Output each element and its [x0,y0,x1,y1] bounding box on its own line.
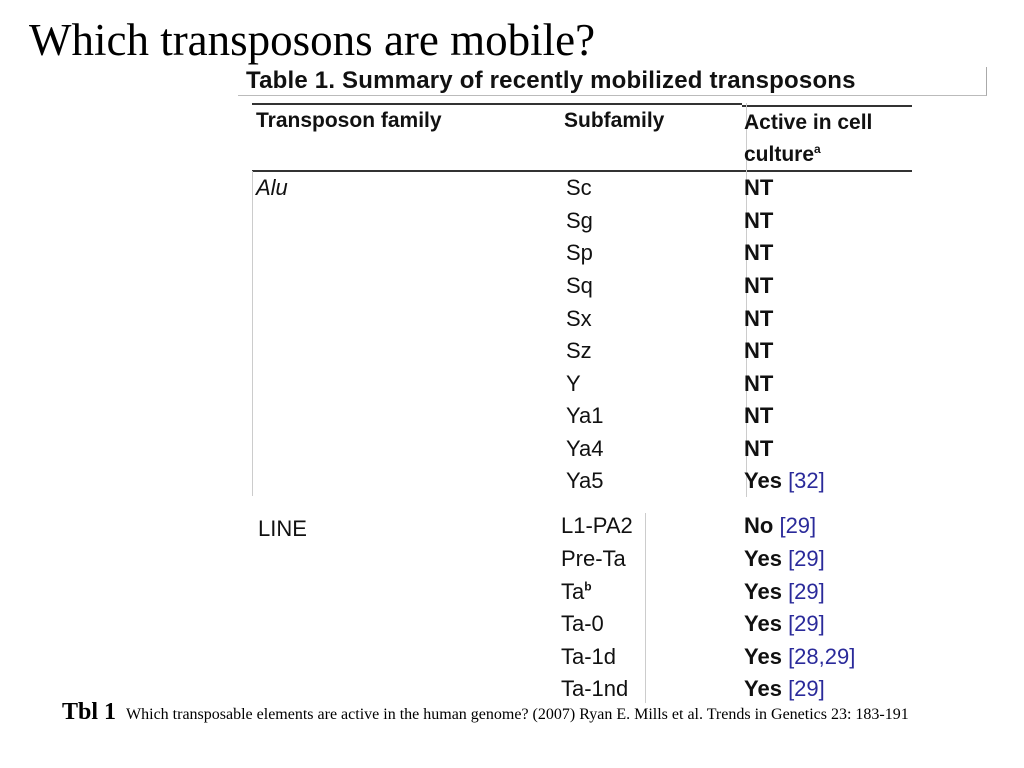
footnote-b: b [584,579,592,594]
subfamily-cell: Sq [566,273,593,298]
active-cell: Yes [32] [744,468,825,493]
header-active-line2: culture [744,143,815,166]
caption-text: Which transposable elements are active in the human genome? (2007) Ryan E. Mills et al. Trends in Genetics 23: 183-191 [126,706,909,723]
transposon-table [238,67,988,707]
citation: [29] [788,676,825,701]
citation: [32] [788,468,825,493]
citation: [29] [788,611,825,636]
subfamily-cell: Sg [566,208,593,233]
family-line: LINE [258,516,307,541]
header-transposon-family: Transposon family [256,109,442,132]
citation: [29] [788,546,825,571]
active-cell: NT [744,306,774,331]
column-divider [252,171,253,496]
caption-label: Tbl 1 [62,699,117,725]
active-cell: NT [744,273,774,298]
active-cell: NT [744,436,774,461]
family-alu: Alu [256,175,288,200]
subfamily-cell: Ta-0 [561,611,604,636]
footnote-a: a [814,142,821,156]
header-active-in-cell-culture [744,107,872,171]
subfamily-cell: Ya1 [566,403,604,428]
citation: [29] [788,579,825,604]
active-cell: NT [744,338,774,363]
active-cell: NT [744,240,774,265]
subfamily-cell: Sc [566,175,592,200]
active-cell: Yes [29] [744,546,825,571]
slide-title: Which transposons are mobile? [29,15,596,65]
subfamily-cell: Ya4 [566,436,604,461]
citation: [29] [779,513,817,538]
subfamily-cell: Y [566,371,581,396]
header-active-line1: Active in cell [744,111,873,134]
table-title: Table 1. Summary of recently mobilized transposons [246,67,856,94]
subfamily-cell: Ta-1nd [561,676,629,701]
subfamily-cell: L1-PA2 [561,513,633,538]
active-cell: Yes [29] [744,611,825,636]
active-cell: NT [744,208,774,233]
active-cell: NT [744,371,774,396]
header-subfamily: Subfamily [564,109,665,132]
figure-caption [62,700,962,727]
subfamily-cell: Sp [566,240,593,265]
active-cell: No [29] [744,513,817,538]
active-cell: Yes [28,29] [744,644,856,669]
subfamily-cell: Sz [566,338,592,363]
column-divider [645,513,646,703]
citation: [28,29] [788,644,856,669]
subfamily-cell: Pre-Ta [561,546,626,571]
active-cell: NT [744,403,774,428]
subfamily-cell: Ya5 [566,468,604,493]
subfamily-cell: Ta-1d [561,644,617,669]
active-cell: Yes [29] [744,579,825,604]
active-cell: NT [744,175,774,200]
subfamily-cell: Sx [566,306,592,331]
active-cell: Yes [29] [744,676,825,701]
subfamily-cell: Ta$^b$ [561,579,592,604]
